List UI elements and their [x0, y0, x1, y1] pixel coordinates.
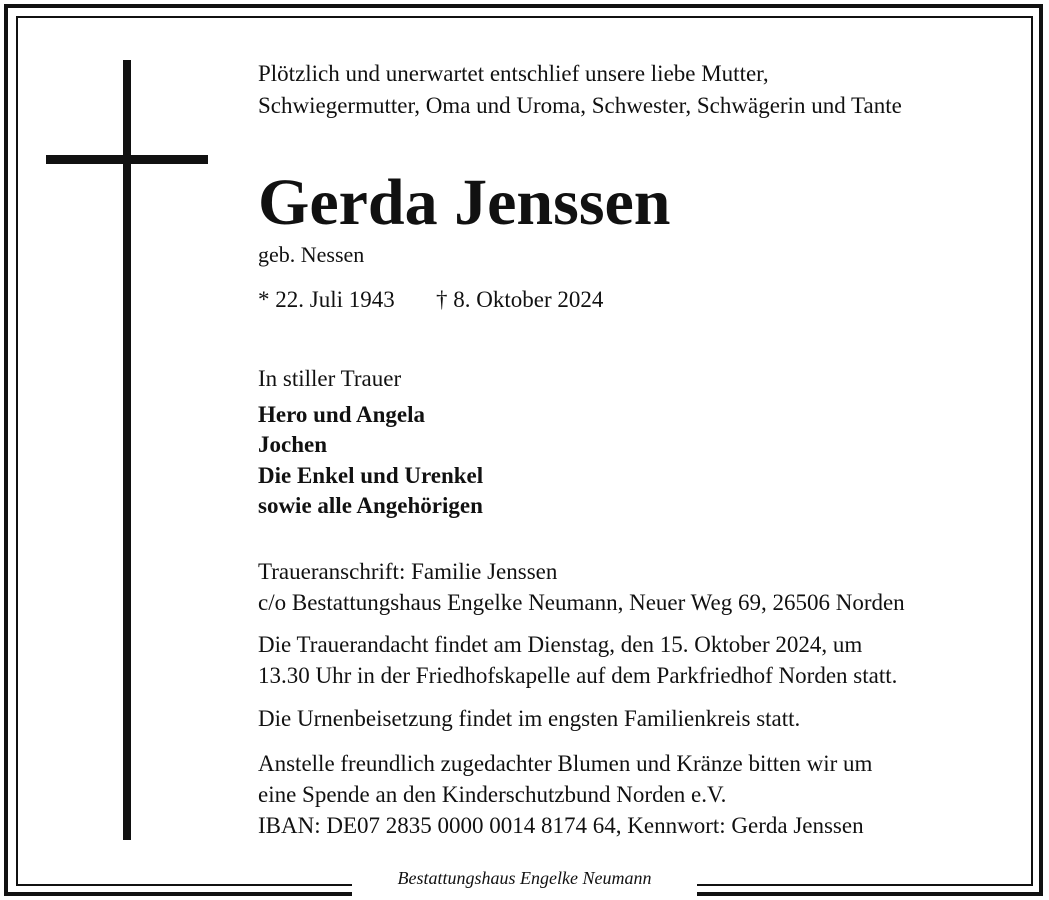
mourner: Hero und Angela: [258, 402, 425, 427]
donation-line-1: Anstelle freundlich zugedachter Blumen und Kränze bitten wir um: [258, 751, 873, 776]
service-line-2: 13.30 Uhr in der Friedhofskapelle auf dem Parkfriedhof Norden statt.: [258, 663, 898, 688]
mourning-intro: In stiller Trauer: [258, 366, 402, 391]
mourner: Jochen: [258, 432, 327, 457]
mourner: sowie alle Angehörigen: [258, 493, 483, 518]
address-line-1: Traueranschrift: Familie Jenssen: [258, 559, 558, 584]
death-date: † 8. Oktober 2024: [436, 287, 604, 312]
birth-date: * 22. Juli 1943: [258, 287, 395, 312]
cross-icon: [123, 60, 131, 840]
deceased-name: Gerda Jenssen: [258, 166, 671, 239]
burial-line: Die Urnenbeisetzung findet im engsten Familienkreis statt.: [258, 706, 801, 731]
mourner: Die Enkel und Urenkel: [258, 463, 484, 488]
cross-icon-bar: [46, 155, 208, 164]
service-line-1: Die Trauerandacht findet am Dienstag, den 15. Oktober 2024, um: [258, 632, 863, 657]
address-line-2: c/o Bestattungshaus Engelke Neumann, Neuer Weg 69, 26506 Norden: [258, 590, 905, 615]
maiden-name: geb. Nessen: [258, 242, 365, 267]
donation-line-2: eine Spende an den Kinderschutzbund Norden e.V.: [258, 782, 727, 807]
intro-line-1: Plötzlich und unerwartet entschlief unsere liebe Mutter,: [258, 61, 769, 86]
intro-line-2: Schwiegermutter, Oma und Uroma, Schwester, Schwägerin und Tante: [258, 93, 902, 118]
funeral-home-footer: Bestattungshaus Engelke Neumann: [397, 868, 652, 888]
donation-line-3: IBAN: DE07 2835 0000 0014 8174 64, Kennwort: Gerda Jenssen: [258, 813, 864, 838]
